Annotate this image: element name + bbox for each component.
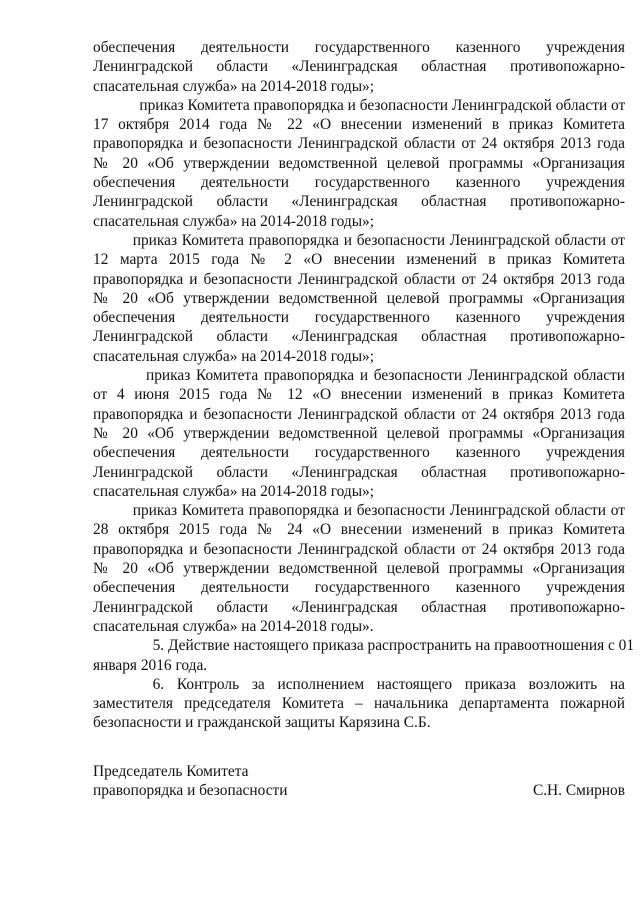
signatory-title-line-1: Председатель Комитета (93, 763, 249, 780)
signature-block (93, 762, 625, 801)
paragraph (93, 366, 625, 501)
text-line: обеспечения деятельности государственного казенного учреждения (93, 309, 625, 327)
text-line: 5. Действие настоящего приказа распространить на правоотношения с 01 (152, 637, 635, 655)
text-line: 12 марта 2015 года № 2 «О внесении изменений в приказ Комитета (93, 251, 625, 269)
paragraph (93, 501, 625, 636)
text-line: 17 октября 2014 года № 22 «О внесении изменений в приказ Комитета (93, 116, 625, 134)
text-line: приказ Комитета правопорядка и безопасности Ленинградской области от (132, 502, 625, 520)
text-line: спасательная служба» на 2014-2018 годы»; (93, 347, 375, 365)
text-line: Ленинградской области «Ленинградская областная противопожарно- (93, 328, 625, 346)
paragraph (93, 636, 635, 675)
paragraph (93, 38, 625, 96)
text-line: приказ Комитета правопорядка и безопасности Ленинградской области от (132, 231, 625, 249)
signature-row-2 (93, 781, 625, 800)
text-line: спасательная служба» на 2014-2018 годы»; (93, 482, 375, 500)
text-line: спасательная служба» на 2014-2018 годы»; (93, 77, 375, 95)
text-line: 6. Контроль за исполнением настоящего приказа возложить на (152, 675, 625, 693)
text-line: от 4 июня 2015 года № 12 «О внесении изменений в приказ Комитета (93, 386, 625, 404)
paragraph (93, 675, 625, 733)
signatory-name: С.Н. Смирнов (532, 782, 625, 800)
text-line: спасательная служба» на 2014-2018 годы»; (93, 212, 375, 230)
text-line: приказ Комитета правопорядка и безопасности Ленинградской области (145, 367, 625, 385)
paragraph (93, 231, 625, 366)
text-line: правопорядка и безопасности Ленинградской области от 24 октября 2013 года (93, 135, 625, 153)
text-line: обеспечения деятельности государственного казенного учреждения (93, 579, 625, 597)
text-line: Ленинградской области «Ленинградская областная противопожарно- (93, 193, 625, 211)
document-body (93, 38, 635, 733)
text-line: 28 октября 2015 года № 24 «О внесении изменений в приказ Комитета (93, 521, 625, 539)
text-line: № 20 «Об утверждении ведомственной целевой программы «Организация (93, 424, 625, 442)
signatory-title-line-2: правопорядка и безопасности (93, 782, 288, 800)
paragraph (93, 96, 625, 231)
text-line: обеспечения деятельности государственного казенного учреждения (93, 444, 625, 462)
text-line: № 20 «Об утверждении ведомственной целевой программы «Организация (93, 560, 625, 578)
text-line: № 20 «Об утверждении ведомственной целевой программы «Организация (93, 154, 625, 172)
text-line: спасательная служба» на 2014-2018 годы». (93, 617, 374, 635)
text-line: правопорядка и безопасности Ленинградской области от 24 октября 2013 года (93, 540, 625, 558)
text-line: приказ Комитета правопорядка и безопасности Ленинградской области от (139, 96, 626, 114)
text-line: заместителя председателя Комитета – начальника департамента пожарной (93, 695, 625, 713)
signature-row-1 (93, 762, 625, 781)
text-line: безопасности и гражданской защиты Карязина С.Б. (93, 714, 431, 732)
text-line: правопорядка и безопасности Ленинградской области от 24 октября 2013 года (93, 270, 625, 288)
text-line: Ленинградской области «Ленинградская областная противопожарно- (93, 463, 625, 481)
text-line: правопорядка и безопасности Ленинградской области от 24 октября 2013 года (93, 405, 625, 423)
text-line: Ленинградской области «Ленинградская областная противопожарно- (93, 58, 625, 76)
text-line: Ленинградской области «Ленинградская областная противопожарно- (93, 598, 625, 616)
text-line: обеспечения деятельности государственного казенного учреждения (93, 174, 625, 192)
text-line: января 2016 года. (93, 656, 208, 674)
text-line: № 20 «Об утверждении ведомственной целевой программы «Организация (93, 289, 625, 307)
text-line: обеспечения деятельности государственного казенного учреждения (93, 39, 625, 56)
